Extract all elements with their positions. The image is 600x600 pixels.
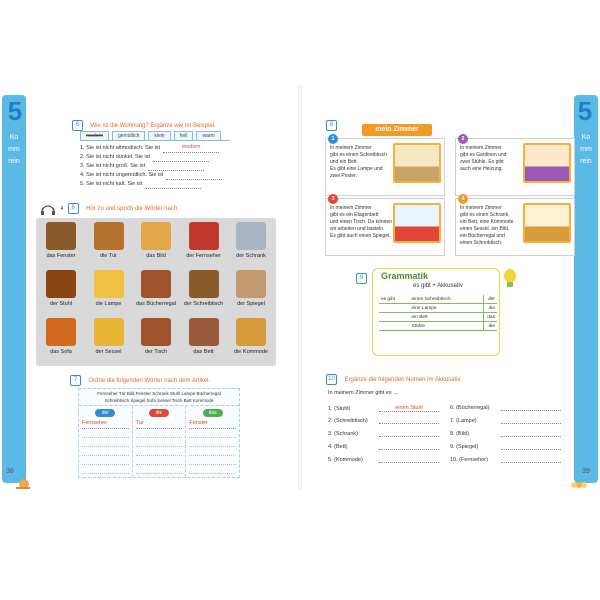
furniture-picture [94, 270, 124, 298]
noun-hint: 2. (Schreibtisch) [328, 418, 368, 424]
vocab-item [86, 222, 132, 268]
sentence-row [80, 153, 230, 162]
vocab-label: der Fernseher [186, 253, 221, 259]
answer-blank[interactable] [153, 161, 209, 162]
room-picture [523, 143, 571, 183]
grammar-row [379, 322, 497, 331]
example-word[interactable]: Fenster [189, 420, 236, 429]
furniture-picture [46, 318, 76, 346]
grammar-noun: einen Schreibtisch [410, 295, 484, 304]
right-unit-word: Komm rein [580, 134, 592, 165]
right-unit-number: 5 [577, 96, 593, 126]
vocab-item [38, 270, 84, 316]
room-picture [523, 203, 571, 243]
grammar-verb [379, 304, 410, 313]
grammar-article: das [483, 313, 497, 322]
noun-hint: 5. (Kommode) [328, 457, 363, 463]
vocab-label: die Kommode [234, 349, 268, 355]
vocab-item [228, 270, 274, 316]
furniture-picture [236, 222, 266, 250]
noun-hint: 4. (Bett) [328, 444, 348, 450]
page-number-left: 38 [6, 468, 14, 475]
sentence-text: 1. Sie ist nicht altmodisch. Sie ist [80, 145, 161, 151]
grammar-box [372, 268, 500, 356]
writing-line[interactable] [82, 438, 129, 447]
exercise-number: 6 [72, 120, 83, 131]
writing-line[interactable] [189, 429, 236, 438]
furniture-picture [94, 318, 124, 346]
description-line: und ein Bett. [330, 159, 359, 165]
noun-hint: 1. (Stuhl) [328, 406, 351, 412]
grammar-row [379, 313, 497, 322]
room-description [460, 205, 522, 247]
exercise-10-row [450, 444, 561, 450]
answer-blank[interactable]: einen Stuhl [379, 405, 439, 412]
furniture-picture [141, 318, 171, 346]
grammar-table [379, 295, 497, 331]
room-picture [393, 203, 441, 243]
grammar-article: die [483, 304, 497, 313]
vocab-item [38, 222, 84, 268]
description-line: zwei Stühle. Es gibt [460, 159, 504, 165]
snail-icon [14, 478, 32, 490]
grammar-row [379, 304, 497, 313]
article-pill: der [95, 409, 115, 417]
book-spine [298, 85, 302, 490]
room-picture [393, 143, 441, 183]
article-column [133, 406, 187, 477]
answer-blank[interactable] [145, 188, 201, 189]
sentence-row [80, 180, 230, 189]
answer-blank[interactable] [501, 436, 561, 437]
exercise-number: 10 [326, 374, 337, 385]
answer-blank[interactable] [501, 462, 561, 463]
sentence-list [80, 140, 230, 189]
description-line: In meinem Zimmer [460, 145, 502, 151]
writing-line[interactable] [82, 465, 129, 474]
exercise-7-box [78, 388, 240, 478]
sentence-row [80, 171, 230, 180]
vocab-item [228, 222, 274, 268]
vocab-item [181, 222, 227, 268]
room-card [455, 138, 575, 196]
furniture-picture [236, 318, 266, 346]
exercise-title: Ergänze die folgenden Nomen im Akkusativ. [344, 376, 462, 383]
room-description [460, 145, 522, 173]
noun-hint: 10. (Fernseher) [450, 457, 488, 463]
article-column [79, 406, 133, 477]
answer-blank[interactable] [379, 423, 439, 424]
vocab-item [133, 318, 179, 364]
description-line: gibt es einen Schreibtisch [330, 152, 387, 158]
description-line: Es gibt auch einen Spiegel. [330, 233, 391, 239]
writing-line[interactable] [82, 456, 129, 465]
page-number-right: 39 [582, 468, 590, 475]
sentence-row [80, 162, 230, 171]
grammar-article: die [483, 322, 497, 331]
sentence-text: 3. Sie ist nicht groß. Sie ist [80, 163, 146, 169]
description-line: ein Bett, eine Kommode [460, 219, 514, 225]
noun-hint: 3. (Schrank) [328, 431, 358, 437]
room-card [325, 198, 445, 256]
description-line: In meinem Zimmer [330, 205, 372, 211]
grammar-noun: ein Bett [410, 313, 484, 322]
description-line: zwei Poster. [330, 173, 357, 179]
grammar-verb: es gibt [379, 295, 410, 304]
card-number: 3 [328, 194, 338, 204]
answer-blank[interactable] [379, 436, 439, 437]
exercise-6b-header [40, 200, 179, 218]
vocab-label: das Bett [193, 349, 214, 355]
exercise-title: Wie ist die Wohnung? Ergänze wie im Beispiel. [90, 122, 216, 129]
example-word[interactable]: Tür [136, 420, 183, 429]
writing-line[interactable] [82, 447, 129, 456]
exercise-6a [80, 131, 230, 189]
vocab-item [181, 270, 227, 316]
answer-blank[interactable] [501, 410, 561, 411]
grammar-noun: eine Lampe [410, 304, 484, 313]
grammar-verb [379, 313, 410, 322]
exercise-10-intro: In meinem Zimmer gibt es ... [328, 390, 398, 396]
article-pill: die [149, 409, 169, 417]
example-word[interactable]: Fernseher [82, 420, 129, 429]
description-line: und einen Tisch. Da können [330, 219, 392, 225]
word-tab: klein [148, 131, 170, 140]
word-tab: modern [80, 131, 109, 140]
vocab-label: das Sofa [50, 349, 72, 355]
description-line: Es gibt eine Lampe und [330, 166, 383, 172]
exercise-9-header [356, 270, 367, 288]
exercise-10-row [328, 405, 439, 412]
noun-hint: 8. (Bild) [450, 431, 469, 437]
word-chips [79, 389, 239, 406]
answer-blank[interactable]: modern [163, 143, 219, 153]
writing-line[interactable] [189, 456, 236, 465]
writing-line[interactable] [136, 465, 183, 474]
writing-line[interactable] [189, 438, 236, 447]
vocab-item [86, 318, 132, 364]
vocab-label: der Schreibtisch [183, 301, 224, 307]
word-tab: gemütlich [112, 131, 145, 140]
sentence-text: 2. Sie ist nicht dunkel. Sie ist [80, 154, 151, 160]
track-number: 4 [60, 205, 64, 212]
room-card [325, 138, 445, 196]
writing-line[interactable] [189, 447, 236, 456]
exercise-10-row [328, 431, 439, 437]
grammar-noun: Stühle [410, 322, 484, 331]
exercise-number: 6 [68, 203, 79, 214]
room-description [330, 145, 392, 180]
exercise-10-row [450, 431, 561, 437]
flower-icon [570, 478, 588, 492]
exercise-title: Ordne die folgenden Wörter nach dem Artikel. [88, 377, 211, 384]
description-line: gibt es Gardinen und [460, 152, 507, 158]
vocab-item [181, 318, 227, 364]
mein-zimmer-banner: mein Zimmer [362, 124, 432, 136]
description-line: In meinem Zimmer [330, 145, 372, 151]
description-line: einen Sessel, ein Bild, [460, 226, 510, 232]
vocab-item [228, 318, 274, 364]
article-columns [79, 406, 239, 477]
vocab-label: der Stuhl [49, 301, 72, 307]
left-unit-word: Komm rein [8, 134, 20, 165]
furniture-picture [46, 270, 76, 298]
grammar-verb [379, 322, 410, 331]
writing-line[interactable] [82, 429, 129, 438]
room-description [330, 205, 392, 240]
writing-line[interactable] [136, 447, 183, 456]
vocab-label: das Bild [146, 253, 166, 259]
furniture-picture [189, 270, 219, 298]
exercise-10-row [328, 444, 439, 450]
noun-hint: 7. (Lampe) [450, 418, 477, 424]
furniture-picture [94, 222, 124, 250]
left-unit-number: 5 [7, 96, 23, 126]
furniture-picture [189, 222, 219, 250]
writing-line[interactable] [136, 438, 183, 447]
vocab-item [38, 318, 84, 364]
exercise-10-row [328, 418, 439, 424]
exercise-10-row [450, 405, 561, 411]
exercise-number: 8 [326, 120, 337, 131]
description-line: wir arbeiten und basteln. [330, 226, 385, 232]
vocab-label: das Bücherregal [135, 301, 177, 307]
lightbulb-icon [502, 268, 518, 290]
word-tabs [80, 131, 230, 140]
vocab-label: der Spiegel [237, 301, 265, 307]
furniture-picture [189, 318, 219, 346]
word-tab: hell [174, 131, 194, 140]
writing-line[interactable] [136, 456, 183, 465]
exercise-8-header [326, 117, 337, 135]
sentence-text: 5. Sie ist nicht kalt. Sie ist [80, 181, 143, 187]
room-card [455, 198, 575, 256]
exercise-number: 7 [70, 375, 81, 386]
exercise-title: Hör zu und sprich die Wörter nach. [86, 205, 179, 212]
vocab-label: die Lampe [95, 301, 122, 307]
answer-blank[interactable] [379, 449, 439, 450]
sentence-row [80, 143, 230, 153]
furniture-picture [141, 270, 171, 298]
article-column [186, 406, 239, 477]
card-number: 1 [328, 134, 338, 144]
noun-hint: 6. (Bücherregal) [450, 405, 490, 411]
grammar-row [379, 295, 497, 304]
word-tab: warm [196, 131, 220, 140]
vocab-label: der Schrank [236, 253, 266, 259]
exercise-10-header [326, 371, 462, 389]
sentence-text: 4. Sie ist nicht ungemütlich. Sie ist [80, 172, 164, 178]
description-line: gibt es einen Schrank, [460, 212, 510, 218]
writing-line[interactable] [189, 465, 236, 474]
exercise-10-row [328, 457, 439, 463]
description-line: ein Bücherregal und [460, 233, 505, 239]
vocab-label: die Tür [99, 253, 118, 259]
furniture-picture [46, 222, 76, 250]
description-line: In meinem Zimmer [460, 205, 502, 211]
article-pill: das [203, 409, 223, 417]
vocab-label: das Fenster [46, 253, 76, 259]
vocab-item [133, 222, 179, 268]
answer-blank[interactable] [501, 449, 561, 450]
grammar-title: Grammatik [381, 271, 429, 281]
card-number: 2 [458, 134, 468, 144]
furniture-picture [141, 222, 171, 250]
noun-hint: 9. (Spiegel) [450, 444, 479, 450]
description-line: gibt es ein Etagenbett [330, 212, 379, 218]
card-number: 4 [458, 194, 468, 204]
answer-blank[interactable] [379, 462, 439, 463]
exercise-10-row [450, 418, 561, 424]
answer-blank[interactable] [166, 179, 222, 180]
vocab-item [86, 270, 132, 316]
furniture-picture [236, 270, 266, 298]
vocabulary-grid [36, 218, 276, 366]
vocab-label: der Sessel [95, 349, 122, 355]
vocab-label: der Tisch [144, 349, 168, 355]
grammar-subtitle: es gibt + Akkusativ [413, 283, 463, 289]
exercise-10-row [450, 457, 561, 463]
vocab-item [133, 270, 179, 316]
exercise-number: 9 [356, 273, 367, 284]
answer-blank[interactable] [501, 423, 561, 424]
chips-line-1: Fernseher Tür Bild Fenster Schrank Stuhl Lampe Bücherregal [97, 391, 221, 396]
description-line: auch eine Heizung. [460, 166, 503, 172]
chips-line-2: Schreibtisch Spiegel Sofa Sessel Tisch Bett Kommode [104, 398, 214, 403]
description-line: einen Schreibtisch. [460, 240, 503, 246]
writing-line[interactable] [136, 429, 183, 438]
grammar-article: der [483, 295, 497, 304]
headphones-icon [40, 203, 56, 215]
